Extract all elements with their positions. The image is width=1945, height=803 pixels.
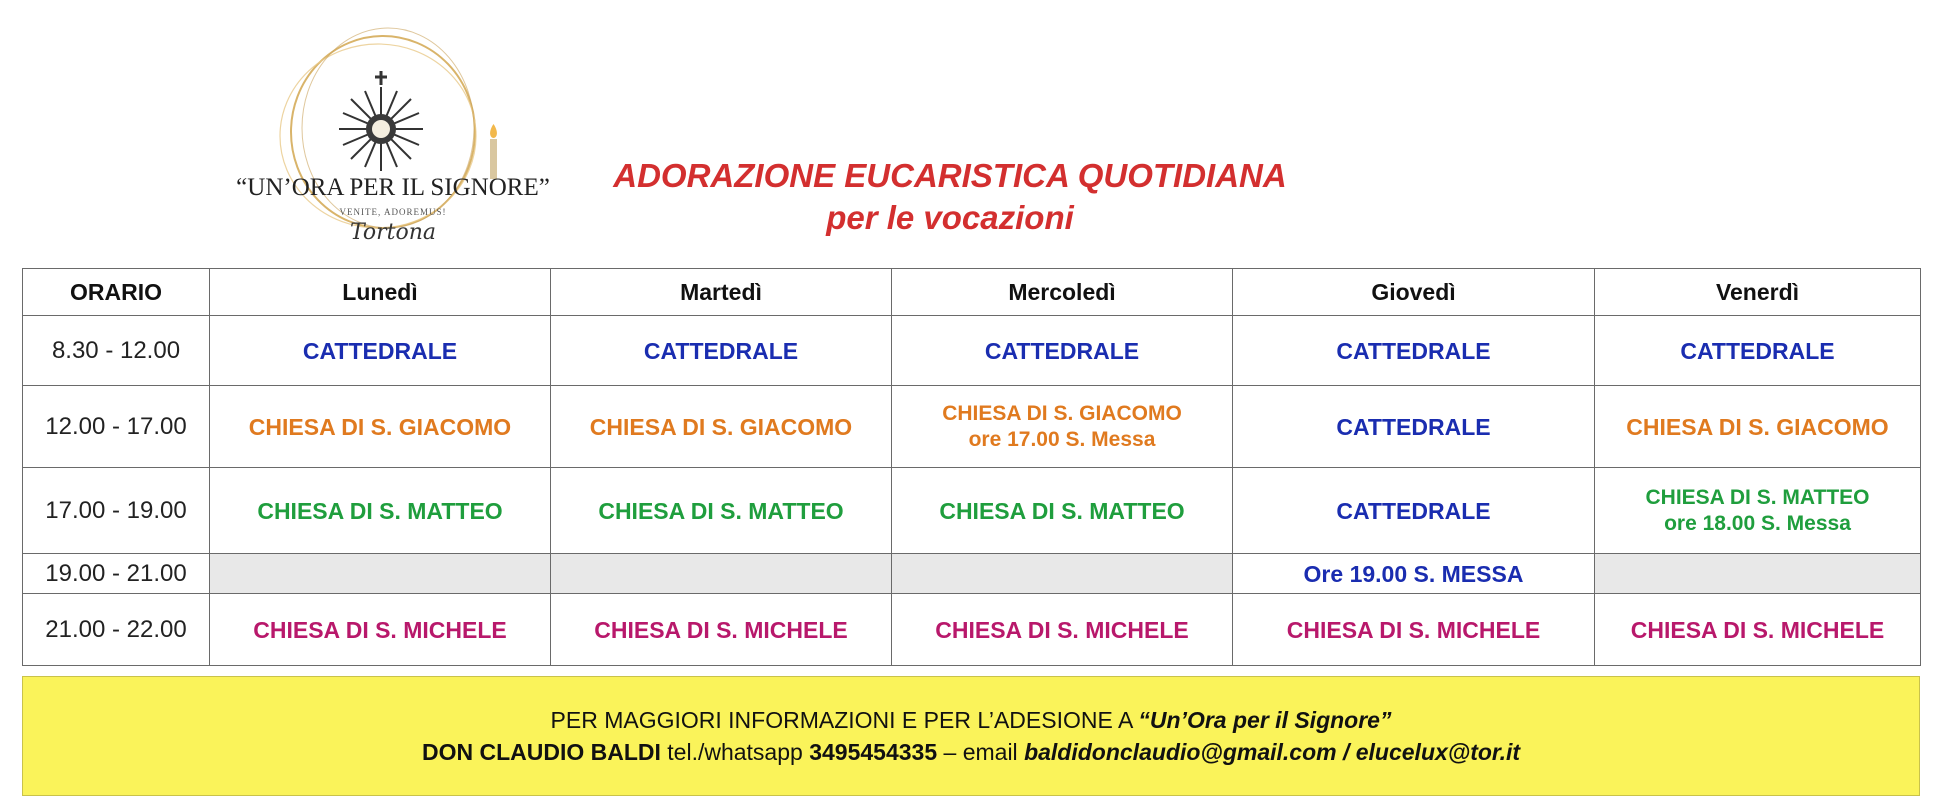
header-orario: ORARIO bbox=[23, 269, 210, 316]
footer-initiative-name: “Un’Ora per il Signore” bbox=[1138, 707, 1392, 733]
header-martedi: Martedì bbox=[551, 269, 892, 316]
empty-cell bbox=[892, 554, 1233, 594]
schedule-cell: CATTEDRALE bbox=[1233, 386, 1595, 468]
schedule-cell: CHIESA DI S. MICHELE bbox=[210, 594, 551, 666]
footer-intro: PER MAGGIORI INFORMAZIONI E PER L’ADESIONE A bbox=[550, 707, 1139, 733]
schedule-cell: CATTEDRALE bbox=[892, 316, 1233, 386]
header-giovedi: Giovedì bbox=[1233, 269, 1595, 316]
table-row bbox=[23, 316, 1921, 386]
email-addresses: baldidonclaudio@gmail.com / elucelux@tor.it bbox=[1024, 739, 1521, 765]
empty-cell bbox=[551, 554, 892, 594]
table-row bbox=[23, 554, 1921, 594]
contact-name: DON CLAUDIO BALDI bbox=[421, 739, 661, 765]
page-title bbox=[560, 155, 1340, 239]
table-row bbox=[23, 468, 1921, 554]
schedule-cell: CHIESA DI S. GIACOMO bbox=[551, 386, 892, 468]
table-row bbox=[23, 594, 1921, 666]
footer-line-2 bbox=[23, 739, 1919, 766]
time-slot: 19.00 - 21.00 bbox=[23, 554, 210, 594]
schedule-cell: CHIESA DI S. GIACOMO bbox=[210, 386, 551, 468]
table-row bbox=[23, 386, 1921, 468]
phone-number: 3495454335 bbox=[809, 739, 938, 765]
empty-cell bbox=[210, 554, 551, 594]
schedule-cell: CHIESA DI S. MATTEO bbox=[892, 468, 1233, 554]
schedule-cell: CATTEDRALE bbox=[1233, 468, 1595, 554]
header-lunedi: Lunedì bbox=[210, 269, 551, 316]
time-slot: 12.00 - 17.00 bbox=[23, 386, 210, 468]
schedule-cell: CHIESA DI S. MICHELE bbox=[1595, 594, 1921, 666]
logo-motto: VENITE, ADOREMUS! bbox=[339, 207, 447, 217]
title-line-1: ADORAZIONE EUCARISTICA QUOTIDIANA bbox=[613, 157, 1287, 194]
info-footer bbox=[22, 676, 1920, 796]
schedule-cell: CHIESA DI S. GIACOMO bbox=[1595, 386, 1921, 468]
schedule-cell: CHIESA DI S. GIACOMO ore 17.00 S. Messa bbox=[892, 386, 1233, 468]
schedule-cell: CHIESA DI S. MICHELE bbox=[1233, 594, 1595, 666]
logo-city: Tortona bbox=[349, 220, 437, 245]
schedule-cell: CATTEDRALE bbox=[210, 316, 551, 386]
footer-line-1 bbox=[23, 707, 1919, 734]
schedule-cell: CHIESA DI S. MATTEO bbox=[551, 468, 892, 554]
logo bbox=[228, 24, 558, 254]
schedule-cell: CHIESA DI S. MATTEO ore 18.00 S. Messa bbox=[1595, 468, 1921, 554]
header-venerdi: Venerdì bbox=[1595, 269, 1921, 316]
phone-label: tel./whatsapp bbox=[667, 739, 803, 765]
schedule-cell: CHIESA DI S. MICHELE bbox=[551, 594, 892, 666]
schedule-table bbox=[22, 268, 1921, 666]
time-slot: 21.00 - 22.00 bbox=[23, 594, 210, 666]
schedule-cell: CATTEDRALE bbox=[551, 316, 892, 386]
time-slot: 17.00 - 19.00 bbox=[23, 468, 210, 554]
email-label: – email bbox=[943, 739, 1018, 765]
schedule-cell: CATTEDRALE bbox=[1233, 316, 1595, 386]
time-slot: 8.30 - 12.00 bbox=[23, 316, 210, 386]
logo-name: “UN’ORA PER IL SIGNORE” bbox=[236, 174, 550, 201]
schedule-cell: Ore 19.00 S. MESSA bbox=[1233, 554, 1595, 594]
schedule-cell: CHIESA DI S. MICHELE bbox=[892, 594, 1233, 666]
schedule-cell: CATTEDRALE bbox=[1595, 316, 1921, 386]
header-row bbox=[23, 269, 1921, 316]
schedule-cell: CHIESA DI S. MATTEO bbox=[210, 468, 551, 554]
empty-cell bbox=[1595, 554, 1921, 594]
title-line-2: per le vocazioni bbox=[826, 199, 1074, 236]
header-mercoledi: Mercoledì bbox=[892, 269, 1233, 316]
